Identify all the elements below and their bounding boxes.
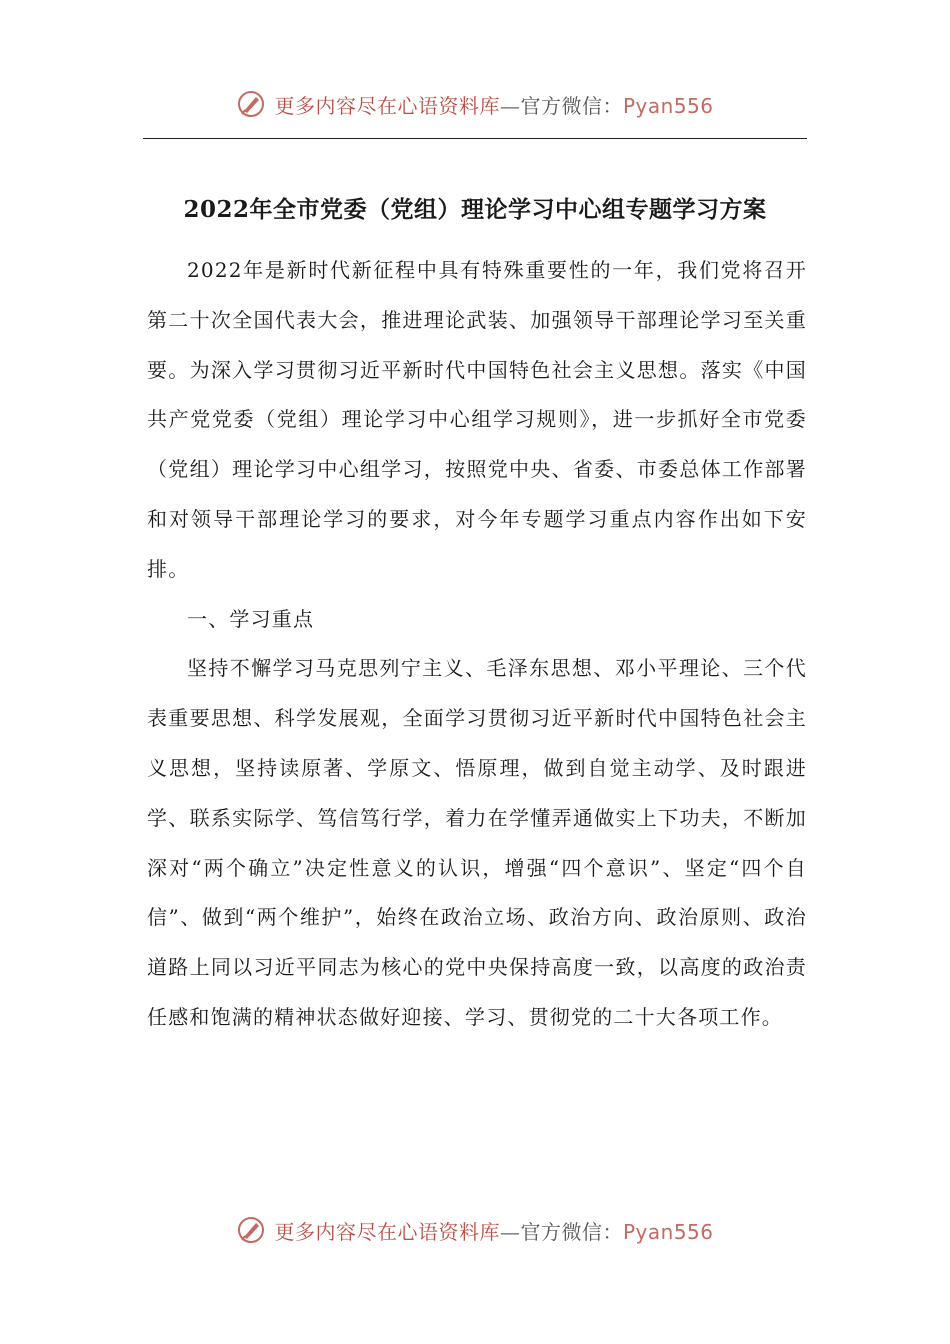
watermark-separator: — — [499, 93, 521, 118]
watermark-contact-id: Pyan556 — [622, 93, 714, 118]
watermark-contact-label: 官方微信： — [520, 93, 623, 118]
header-watermark — [0, 84, 950, 124]
header-divider — [143, 138, 807, 139]
watermark-separator: — — [499, 1219, 521, 1244]
quill-pen-logo-icon — [236, 89, 266, 119]
document-title: 2022年全市党委（党组）理论学习中心组专题学习方案 — [183, 196, 767, 224]
watermark-text — [274, 90, 713, 119]
document-body — [147, 246, 807, 1043]
footer-watermark — [0, 1210, 950, 1250]
paragraph-study-focus: 坚持不懈学习马克思列宁主义、毛泽东思想、邓小平理论、三个代表重要思想、科学发展观，全面学习贯彻习近平新时代中国特色社会主义思想，坚持读原著、学原文、悟原理，做到自觉主动学、及时跟进学、联系实际学、笃信笃行学，着力在学懂弄通做实上下功夫，不断加深对“两个确立”决定性意义的认识，增强“四个意识”、坚定“四个自信”、做到“两个维护”，始终在政治立场、政治方向、政治原则、政治道路上同以习近平同志为核心的党中央保持高度一致，以高度的政治责任感和饱满的精神状态做好迎接、学习、贯彻党的二十大各项工作。 — [147, 656, 807, 1029]
watermark-brand: 更多内容尽在心语资料库 — [274, 93, 500, 118]
watermark-text — [274, 1216, 713, 1245]
watermark-contact-id: Pyan556 — [622, 1219, 714, 1244]
watermark-contact-label: 官方微信： — [520, 1219, 623, 1244]
section-heading-study-focus: 一、学习重点 — [187, 606, 315, 631]
paragraph-intro: 2022年是新时代新征程中具有特殊重要性的一年，我们党将召开第二十次全国代表大会，推进理论武装、加强领导干部理论学习至关重要。为深入学习贯彻习近平新时代中国特色社会主义思想。落实《中国共产党党委（党组）理论学习中心组学习规则》，进一步抓好全市党委（党组）理论学习中心组学习，按照党中央、省委、市委总体工作部署和对领导干部理论学习的要求，对今年专题学习重点内容作出如下安排。 — [147, 258, 807, 581]
quill-pen-logo-icon — [236, 1215, 266, 1245]
watermark-brand: 更多内容尽在心语资料库 — [274, 1219, 500, 1244]
